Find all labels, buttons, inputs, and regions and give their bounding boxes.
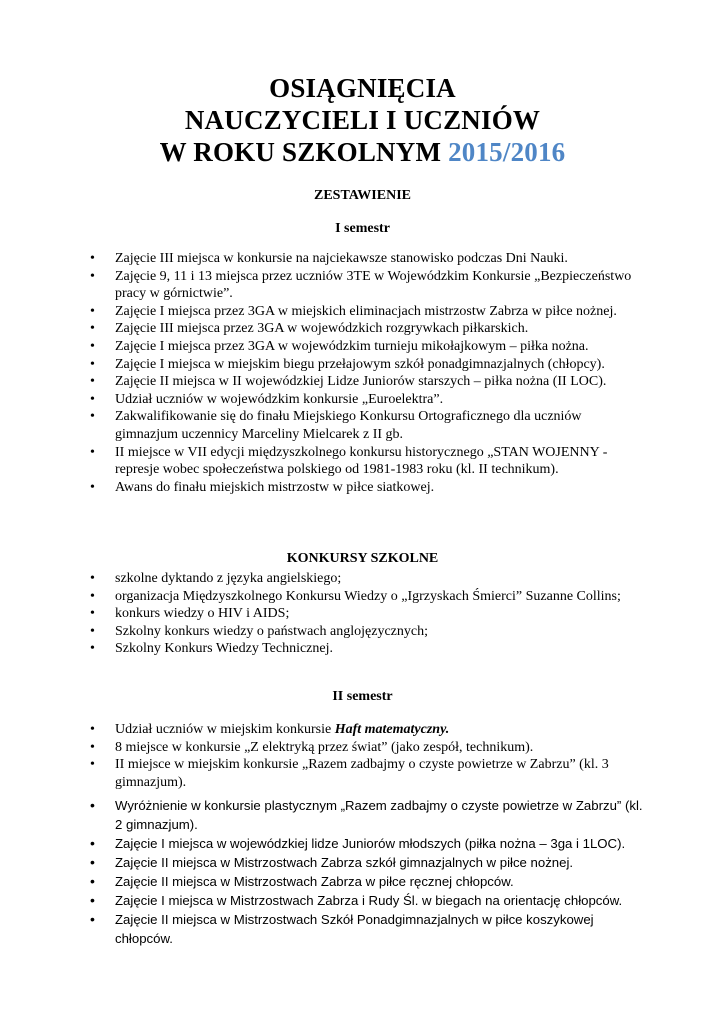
list-item: • Zakwalifikowanie się do finału Miejskiego Konkursu Ortograficznego dla uczniów gimnazjum uczennicy Marceliny Mielcarek z II gb. [88, 408, 648, 443]
title-line-1: OSIĄGNIĘCIA [269, 73, 456, 103]
list-item: • konkurs wiedzy o HIV i AIDS; [88, 605, 648, 623]
list-item: • Zajęcie I miejsca w wojewódzkiej lidze Juniorów młodszych (piłka nożna – 3ga i 1LOC). [88, 834, 648, 853]
list-item: • Zajęcie I miejsca przez 3GA w wojewódzkim turnieju mikołajkowym – piłka nożna. [88, 338, 648, 356]
list-item: • Zajęcie 9, 11 i 13 miejsca przez uczniów 3TE w Wojewódzkim Konkursie „Bezpieczeństwo pracy w górnictwie”. [88, 268, 648, 303]
list-item: • Szkolny Konkurs Wiedzy Technicznej. [88, 640, 648, 658]
list-item: • Zajęcie II miejsca w II wojewódzkiej Lidze Juniorów starszych – piłka nożna (II LOC). [88, 373, 648, 391]
list-item: • Zajęcie I miejsca w miejskim biegu przełajowym szkół ponadgimnazjalnych (chłopcy). [88, 356, 648, 374]
zestawienie-heading: ZESTAWIENIE [313, 188, 411, 203]
semester-1-heading: I semestr [335, 221, 390, 236]
item-text: Udział uczniów w miejskim konkursie [115, 722, 335, 737]
title-line-2: NAUCZYCIELI I UCZNIÓW [184, 105, 541, 135]
list-item: • Zajęcie I miejsca przez 3GA w miejskich eliminacjach mistrzostw Zabrza w piłce nożnej. [88, 303, 648, 321]
semester-1-list [88, 250, 648, 496]
title-line-3 [0, 136, 725, 168]
semester-2-list-sans [88, 796, 648, 948]
konkursy-heading: KONKURSY SZKOLNE [286, 551, 439, 566]
title-year: 2015/2016 [448, 137, 566, 167]
list-item: • Zajęcie II miejsca w Mistrzostwach Szkół Ponadgimnazjalnych w piłce koszykowej chłopców. [88, 910, 648, 948]
list-item: • Udział uczniów w wojewódzkim konkursie „Euroelektra”. [88, 391, 648, 409]
list-item: • Zajęcie III miejsca przez 3GA w wojewódzkich rozgrywkach piłkarskich. [88, 320, 648, 338]
list-item: • Wyróżnienie w konkursie plastycznym „Razem zadbajmy o czyste powietrze w Zabrzu” (kl. 2 gimnazjum). [88, 796, 648, 834]
list-item: • Szkolny konkurs wiedzy o państwach anglojęzycznych; [88, 623, 648, 641]
list-item [88, 721, 648, 739]
item-emphasis: Haft matematyczny. [334, 722, 450, 737]
list-item: • Zajęcie III miejsca w konkursie na najciekawsze stanowisko podczas Dni Nauki. [88, 250, 648, 268]
semester-2-heading: II semestr [332, 689, 393, 704]
list-item: • II miejsce w miejskim konkursie „Razem zadbajmy o czyste powietrze w Zabrzu” (kl. 3 gimnazjum). [88, 756, 648, 791]
list-item: • organizacja Międzyszkolnego Konkursu Wiedzy o „Igrzyskach Śmierci” Suzanne Collins; [88, 588, 648, 606]
list-item: • Zajęcie II miejsca w Mistrzostwach Zabrza w piłce ręcznej chłopców. [88, 872, 648, 891]
list-item: • Zajęcie I miejsca w Mistrzostwach Zabrza i Rudy Śl. w biegach na orientację chłopców. [88, 891, 648, 910]
konkursy-list [88, 570, 648, 658]
document-title [0, 72, 725, 168]
semester-2-list-serif [88, 721, 648, 791]
list-item: • II miejsce w VII edycji międzyszkolnego konkursu historycznego „STAN WOJENNY - represje wobec społeczeństwa polskiego od 1981-1983 roku (kl. II technikum). [88, 444, 648, 479]
list-item: • szkolne dyktando z języka angielskiego; [88, 570, 648, 588]
title-line-3-prefix: W ROKU SZKOLNYM [159, 137, 449, 167]
list-item: • 8 miejsce w konkursie „Z elektryką przez świat” (jako zespół, technikum). [88, 739, 648, 757]
list-item: • Awans do finału miejskich mistrzostw w piłce siatkowej. [88, 479, 648, 497]
list-item: • Zajęcie II miejsca w Mistrzostwach Zabrza szkół gimnazjalnych w piłce nożnej. [88, 853, 648, 872]
